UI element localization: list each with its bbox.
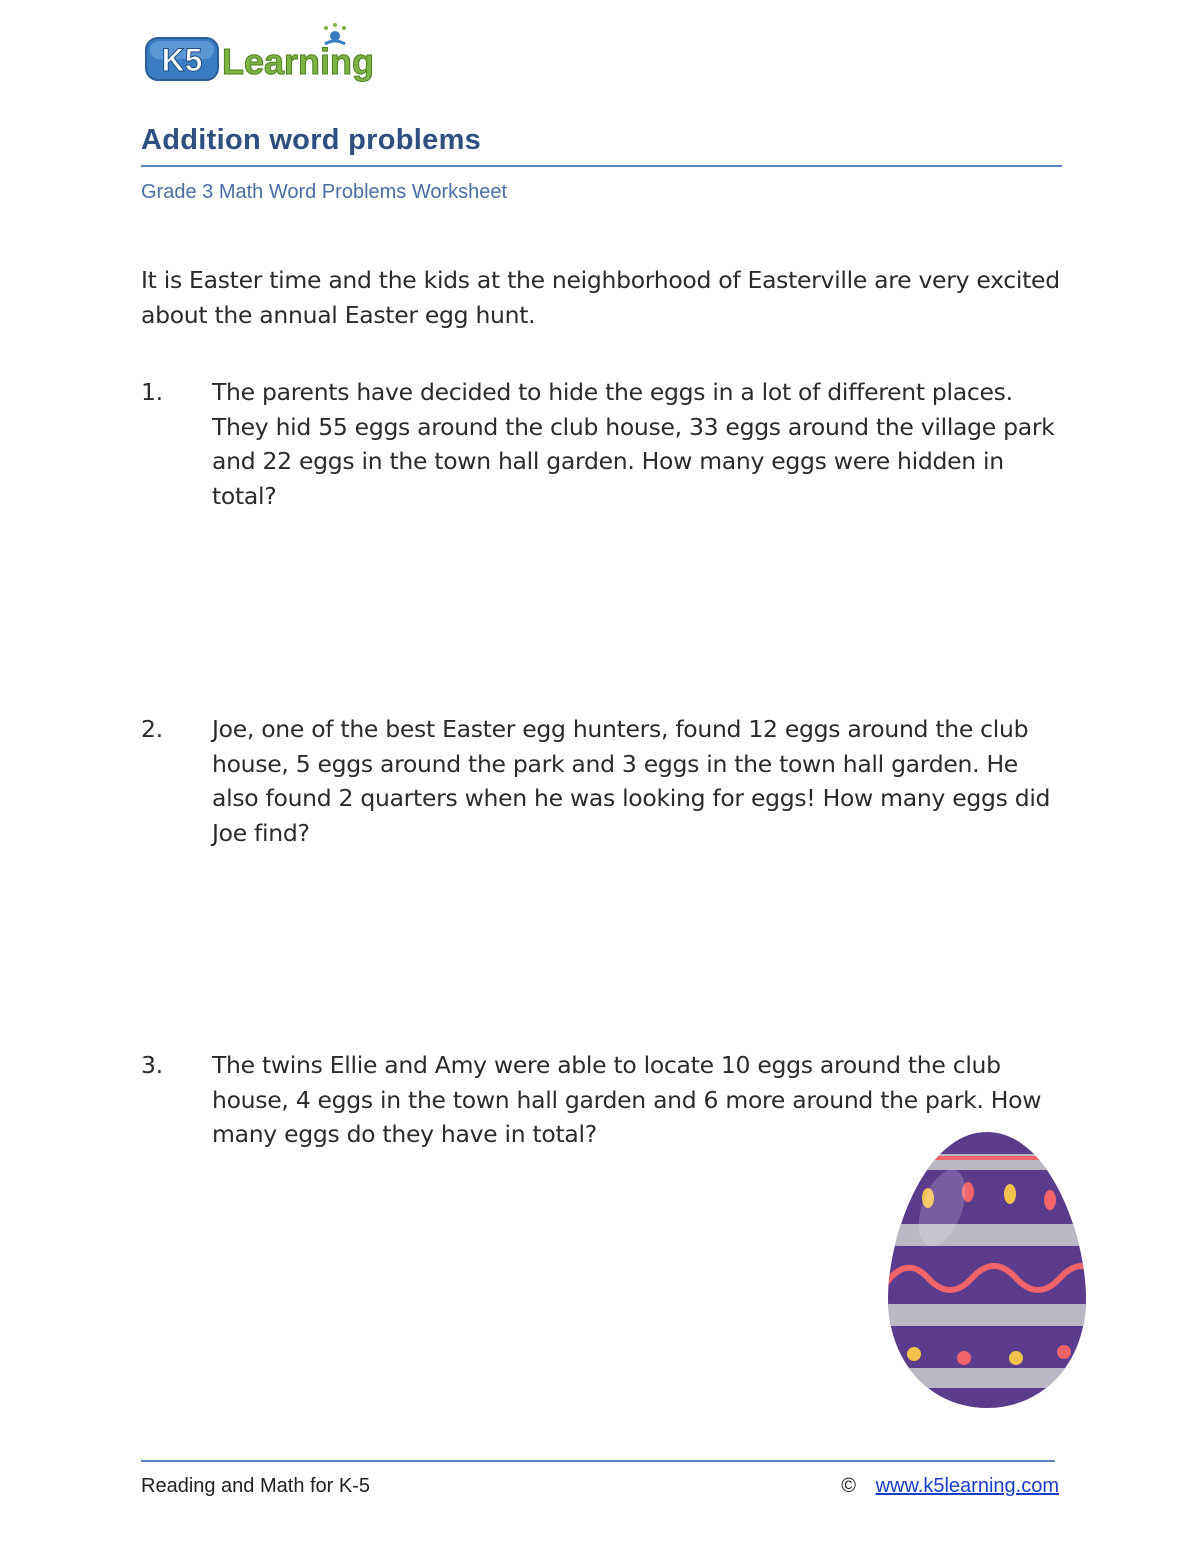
intro-paragraph: It is Easter time and the kids at the neighborhood of Easterville are very excited about the annual Easter egg hunt.	[141, 266, 1060, 329]
page-title: Addition word problems	[141, 124, 482, 156]
egg-stripe	[884, 1368, 1090, 1388]
website-link[interactable]: www.k5learning.com	[875, 1475, 1059, 1497]
title-divider	[141, 165, 1062, 167]
problem-number: 2.	[141, 715, 163, 743]
copyright-symbol: ©	[841, 1475, 857, 1497]
egg-stripe	[884, 1304, 1090, 1326]
egg-stripe	[884, 1224, 1090, 1246]
problem-text: Joe, one of the best Easter egg hunters, found 12 eggs around the club house, 5 eggs around the park and 3 eggs in the town hall garden. He also found 2 quarters when he was looking for eggs! How many eggs did Joe find?	[212, 715, 1051, 847]
logo-k5: K5	[161, 42, 203, 78]
footer-tagline: Reading and Math for K-5	[141, 1475, 371, 1497]
footer-credits	[841, 1475, 1059, 1498]
problem-number: 1.	[141, 378, 163, 406]
problem-number: 3.	[141, 1051, 163, 1079]
easter-egg-illustration	[884, 1128, 1090, 1412]
problem-text: The parents have decided to hide the eggs in a lot of different places. They hid 55 eggs around the club house, 33 eggs around the village park and 22 eggs in the town hall garden. How many eggs were hidden in total?	[212, 378, 1055, 510]
k5-learning-logo[interactable]	[142, 22, 402, 88]
problem-text: The twins Ellie and Amy were able to locate 10 eggs around the club house, 4 eggs in the town hall garden and 6 more around the park. How many eggs do they have in total?	[212, 1051, 1042, 1148]
footer-divider	[141, 1460, 1055, 1462]
logo-learning: Learning	[222, 41, 375, 82]
worksheet-subtitle: Grade 3 Math Word Problems Worksheet	[141, 181, 508, 203]
